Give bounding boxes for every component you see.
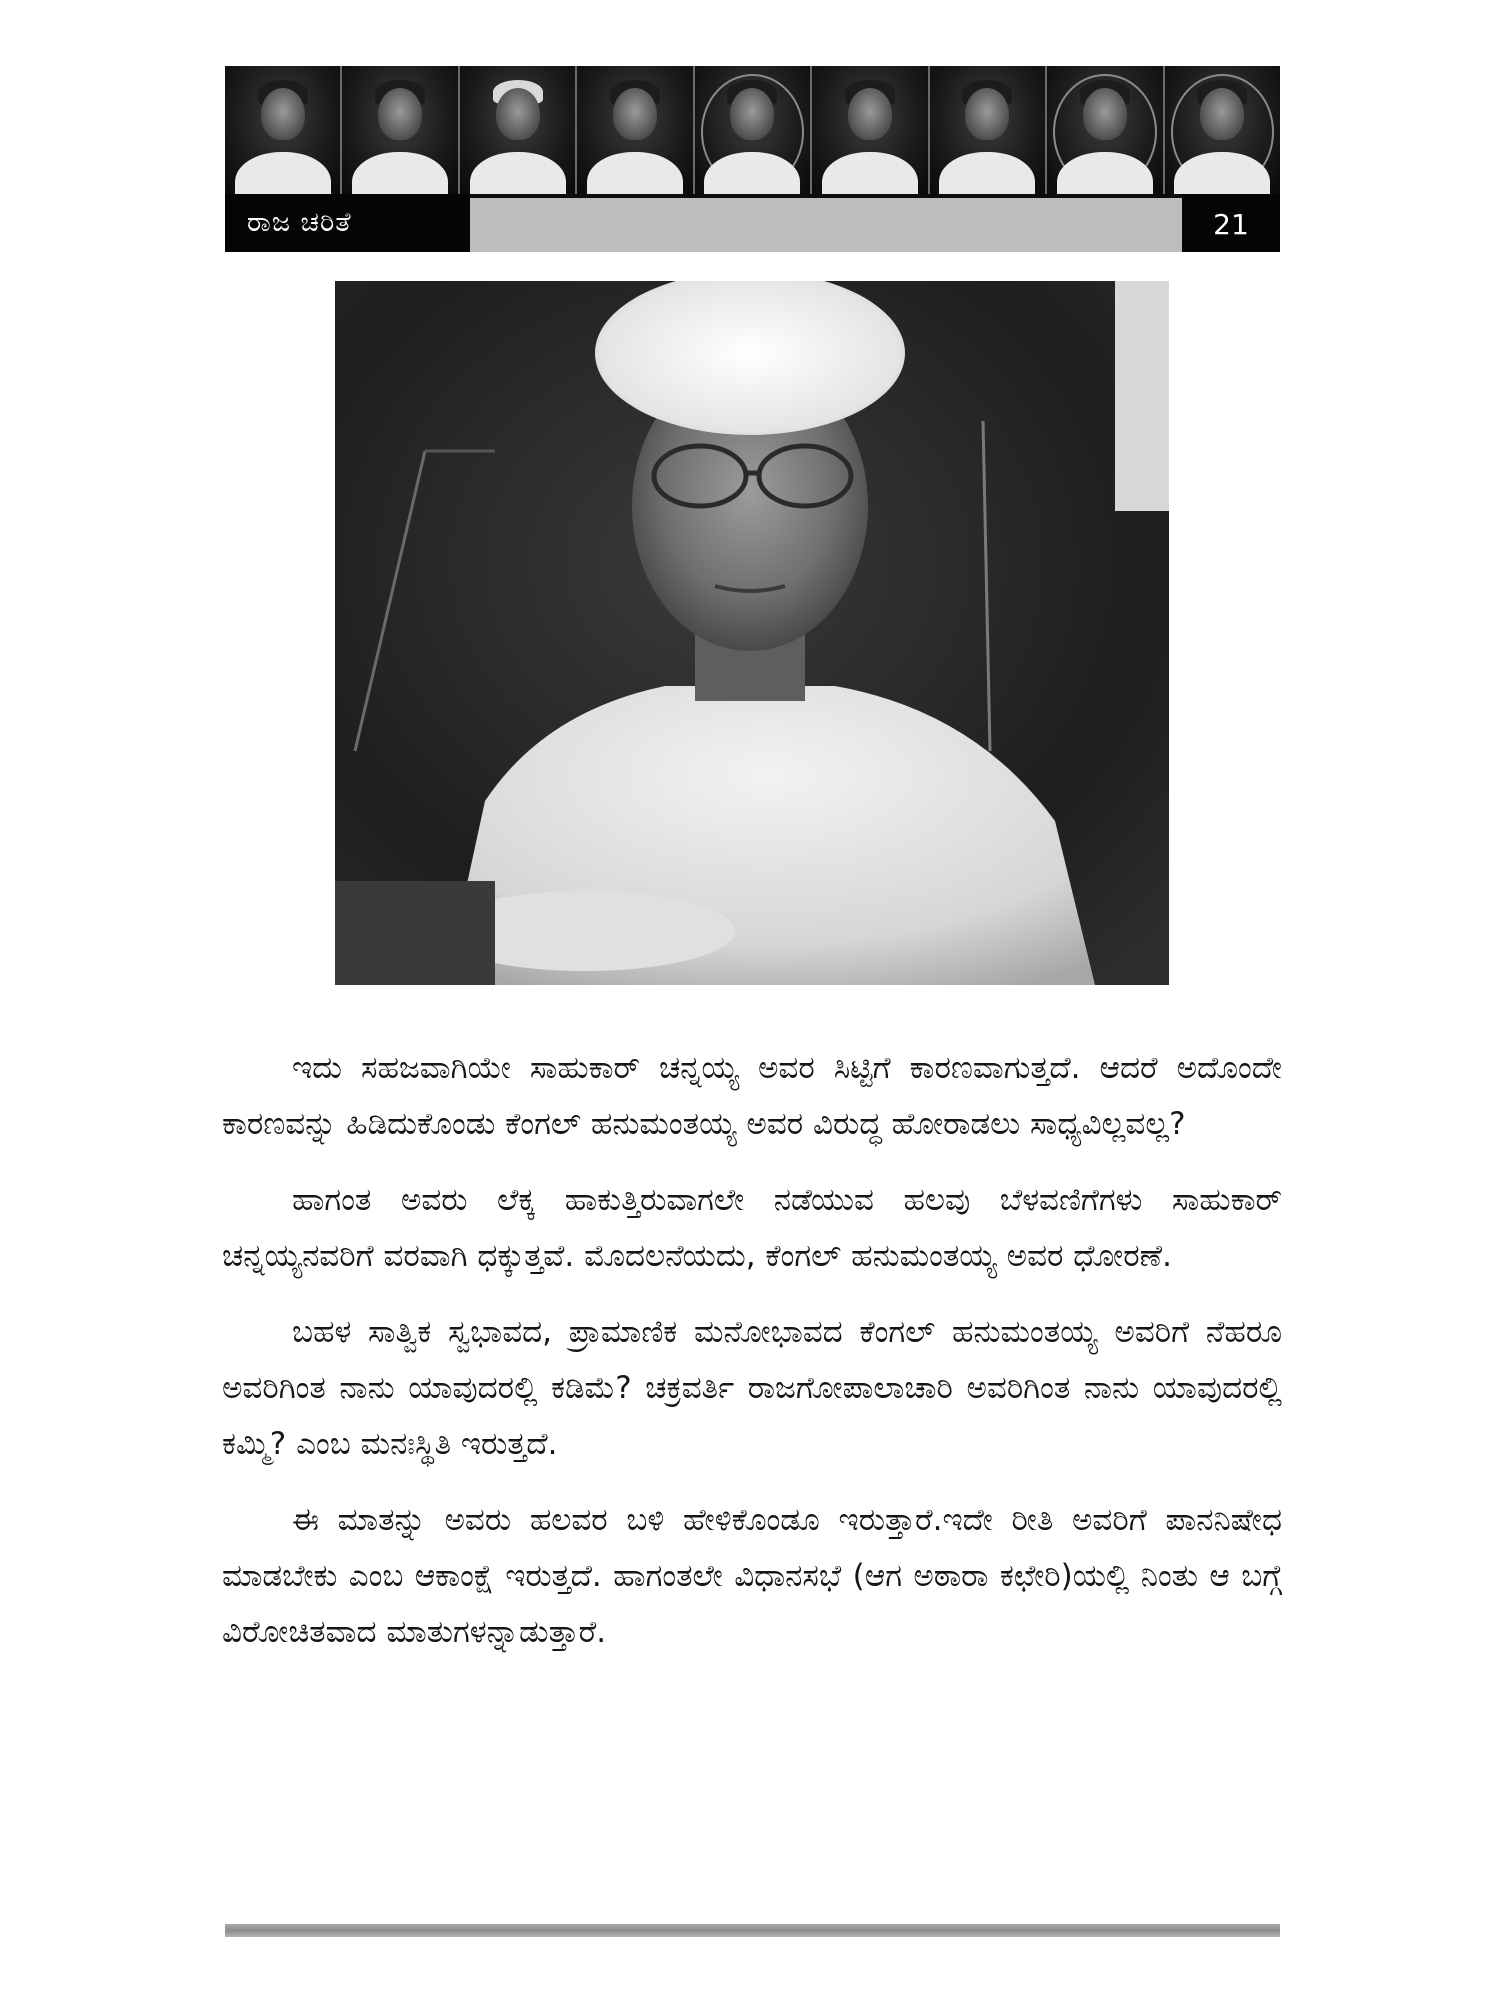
portrait-thumbnail bbox=[577, 66, 694, 194]
portrait-thumbnail bbox=[460, 66, 577, 194]
portrait-thumbnail bbox=[225, 66, 342, 194]
portrait-face bbox=[965, 88, 1009, 140]
portrait-face bbox=[1083, 88, 1127, 140]
portrait-shirt bbox=[352, 152, 448, 194]
portrait-face bbox=[730, 88, 774, 140]
photo-panel bbox=[1115, 281, 1169, 511]
portrait-thumbnail bbox=[1047, 66, 1164, 194]
portrait-photo-icon bbox=[335, 281, 1169, 985]
book-title: ರಾಜ ಚರಿತೆ bbox=[225, 194, 470, 252]
photo-desk bbox=[335, 881, 495, 985]
page-header bbox=[225, 66, 1280, 252]
portrait-face bbox=[378, 88, 422, 140]
portrait-face bbox=[848, 88, 892, 140]
paragraph: ಇದು ಸಹಜವಾಗಿಯೇ ಸಾಹುಕಾರ್ ಚನ್ನಯ್ಯ ಅವರ ಸಿಟ್ಟಿಗೆ ಕಾರಣವಾಗುತ್ತದೆ. ಆದರೆ ಅದೊಂದೇ ಕಾರಣವನ್ನು ಹಿಡಿದುಕೊಂಡು ಕೆಂಗಲ್ ಹನುಮಂತಯ್ಯ ಅವರ ವಿರುದ್ಧ ಹೋರಾಡಲು ಸಾಧ್ಯವಿಲ್ಲವಲ್ಲ? bbox=[222, 1050, 1282, 1142]
portrait-thumbnail bbox=[695, 66, 812, 194]
paragraph: ಬಹಳ ಸಾತ್ವಿಕ ಸ್ವಭಾವದ, ಪ್ರಾಮಾಣಿಕ ಮನೋಭಾವದ ಕೆಂಗಲ್ ಹನುಮಂತಯ್ಯ ಅವರಿಗೆ ನೆಹರೂ ಅವರಿಗಿಂತ ನಾನು ಯಾವುದರಲ್ಲಿ ಕಡಿಮೆ? ಚಕ್ರವರ್ತಿ ರಾಜಗೋಪಾಲಾಚಾರಿ ಅವರಿಗಿಂತ ನಾನು ಯಾವುದರಲ್ಲಿ ಕಮ್ಮಿ? ಎಂಬ ಮನಃಸ್ಥಿತಿ ಇರುತ್ತದೆ. bbox=[222, 1314, 1282, 1462]
paragraph: ಹಾಗಂತ ಅವರು ಲೆಕ್ಕ ಹಾಕುತ್ತಿರುವಾಗಲೇ ನಡೆಯುವ ಹಲವು ಬೆಳವಣಿಗೆಗಳು ಸಾಹುಕಾರ್ ಚನ್ನಯ್ಯನವರಿಗೆ ವರವಾಗಿ ಧಕ್ಕುತ್ತವೆ. ಮೊದಲನೆಯದು, ಕೆಂಗಲ್ ಹನುಮಂತಯ್ಯ ಅವರ ಧೋರಣೆ. bbox=[222, 1182, 1282, 1274]
footer-rule bbox=[225, 1924, 1280, 1937]
portrait-shirt bbox=[587, 152, 683, 194]
main-portrait-photo bbox=[335, 281, 1169, 985]
portrait-face bbox=[496, 88, 540, 140]
portrait-shirt bbox=[939, 152, 1035, 194]
portrait-shirt bbox=[235, 152, 331, 194]
portrait-face bbox=[1200, 88, 1244, 140]
portrait-shirt bbox=[822, 152, 918, 194]
portrait-strip bbox=[225, 66, 1280, 194]
article-body bbox=[222, 1040, 1282, 1680]
portrait-thumbnail bbox=[1165, 66, 1280, 194]
header-gray-bar bbox=[470, 198, 1182, 252]
portrait-shirt bbox=[470, 152, 566, 194]
portrait-thumbnail bbox=[812, 66, 929, 194]
page-number: 21 bbox=[1182, 194, 1280, 252]
portrait-face bbox=[613, 88, 657, 140]
portrait-face bbox=[261, 88, 305, 140]
paragraph: ಈ ಮಾತನ್ನು ಅವರು ಹಲವರ ಬಳಿ ಹೇಳಿಕೊಂಡೂ ಇರುತ್ತಾರೆ.ಇದೇ ರೀತಿ ಅವರಿಗೆ ಪಾನನಿಷೇಧ ಮಾಡಬೇಕು ಎಂಬ ಆಕಾಂಕ್ಷೆ ಇರುತ್ತದೆ. ಹಾಗಂತಲೇ ವಿಧಾನಸಭೆ (ಆಗ ಅಠಾರಾ ಕಛೇರಿ)ಯಲ್ಲಿ ನಿಂತು ಆ ಬಗ್ಗೆ ವಿರೋಚಿತವಾದ ಮಾತುಗಳನ್ನಾಡುತ್ತಾರೆ. bbox=[222, 1502, 1282, 1650]
portrait-thumbnail bbox=[342, 66, 459, 194]
portrait-thumbnail bbox=[930, 66, 1047, 194]
